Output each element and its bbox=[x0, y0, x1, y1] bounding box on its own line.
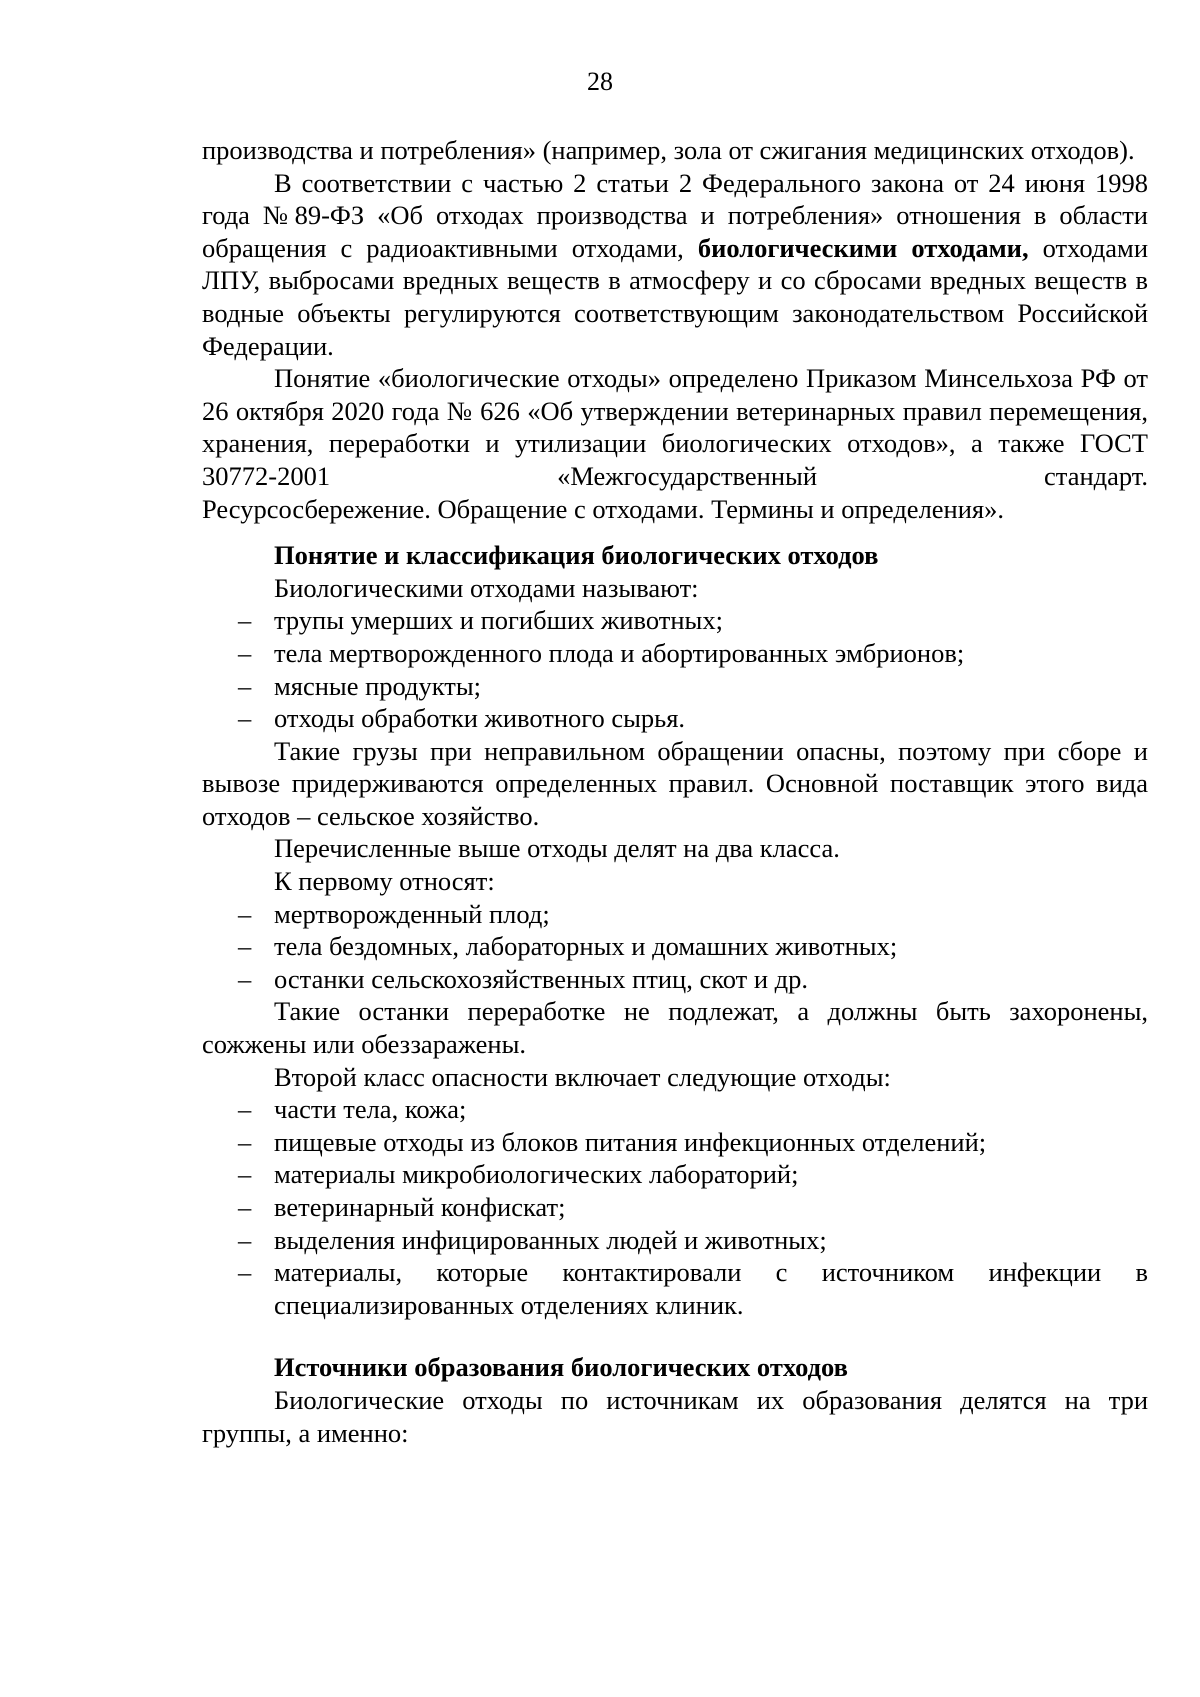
list-second-class bbox=[202, 1093, 1148, 1321]
list-item bbox=[202, 1093, 1148, 1126]
section-heading: Понятие и классификация биологических отходов bbox=[274, 540, 879, 571]
dash-marker: – bbox=[238, 670, 252, 701]
dash-marker: – bbox=[238, 637, 252, 668]
page-number: 28 bbox=[587, 67, 613, 96]
bold-term: биологическими отходами, bbox=[697, 232, 1029, 263]
dash-marker: – bbox=[238, 1257, 252, 1288]
dash-marker: – bbox=[238, 1126, 252, 1157]
list-item-text: ветеринарный конфискат; bbox=[274, 1192, 566, 1222]
list-item-text: тела мертворожденного плода и абортированных эмбрионов; bbox=[274, 637, 965, 668]
list-item-text: пищевые отходы из блоков питания инфекционных отделений; bbox=[274, 1126, 987, 1157]
paragraph-text: отходами ЛПУ, выбросами вредных веществ в атмосферу и со сбросами вредных веществ в водные объекты регулируются соответствующим законодательством Российской Федерации. bbox=[202, 232, 1149, 361]
list-item-text: тела бездомных, лабораторных и домашних животных; bbox=[274, 931, 898, 962]
list-item bbox=[202, 1158, 1148, 1191]
list-item bbox=[202, 898, 1148, 931]
dash-marker: – bbox=[238, 931, 252, 962]
list-item bbox=[202, 1224, 1148, 1257]
list-item bbox=[202, 1126, 1148, 1159]
dash-marker: – bbox=[238, 1224, 252, 1255]
paragraph-second-class: Второй класс опасности включает следующие отходы: bbox=[274, 1061, 891, 1092]
list-item-text: отходы обработки животного сырья. bbox=[274, 703, 686, 734]
paragraph-first-class: К первому относят: bbox=[274, 866, 495, 897]
list-item-text: мясные продукты; bbox=[274, 670, 482, 701]
list-item bbox=[202, 702, 1148, 735]
dash-marker: – bbox=[238, 898, 252, 929]
list-item bbox=[202, 670, 1148, 703]
paragraph-federal-law bbox=[202, 167, 1148, 363]
paragraph-sources: Биологические отходы по источникам их образования делятся на три группы, а именно: bbox=[202, 1384, 1148, 1448]
list-item bbox=[202, 1256, 1148, 1321]
list-item bbox=[202, 1191, 1148, 1224]
dash-marker: – bbox=[238, 1094, 252, 1125]
dash-marker: – bbox=[238, 963, 252, 994]
list-item-text: материалы, которые контактировали с источником инфекции в специализированных отделениях клиник. bbox=[274, 1257, 1148, 1320]
list-item-text: останки сельскохозяйственных птиц, скот и др. bbox=[274, 963, 809, 994]
dash-marker: – bbox=[238, 1159, 252, 1190]
list-item-text: выделения инфицированных людей и животных; bbox=[274, 1224, 827, 1255]
paragraph-definition: Понятие «биологические отходы» определено Приказом Минсельхоза РФ от 26 октября 2020 года № 626 «Об утверждении ветеринарных правил перемещения, хранения, переработки и утилизации биологических отходов», а также ГОСТ 30772-2001 «Межгосударственный стандарт. bbox=[202, 363, 1148, 491]
paragraph-text: В соответствии с частью 2 статьи 2 Федерального закона от 24 июня 1998 года №89-ФЗ «Об отходах производства и потребления» отношения в области обращения с радиоактивными отходами, bbox=[202, 167, 1148, 263]
dash-marker: – bbox=[238, 703, 252, 734]
section-heading: Источники образования биологических отходов bbox=[274, 1352, 848, 1383]
list-first-class bbox=[202, 898, 1148, 996]
list-biological-waste bbox=[202, 604, 1148, 734]
paragraph-classes: Перечисленные выше отходы делят на два класса. bbox=[274, 833, 840, 864]
list-item bbox=[202, 604, 1148, 637]
list-item-text: части тела, кожа; bbox=[274, 1094, 467, 1125]
list-item-text: материалы микробиологических лабораторий; bbox=[274, 1159, 799, 1190]
list-item-text: трупы умерших и погибших животных; bbox=[274, 605, 723, 636]
paragraph-remains: Такие останки переработке не подлежат, а должны быть захоронены, сожжены или обеззаражены. bbox=[202, 996, 1148, 1060]
paragraph-hazard: Такие грузы при неправильном обращении опасны, поэтому при сборе и вывозе придерживаются определенных правил. Основной поставщик этого вида отходов – сельское хозяйство. bbox=[202, 735, 1148, 831]
list-item bbox=[202, 637, 1148, 670]
list-item bbox=[202, 930, 1148, 963]
paragraph-continuation: производства и потребления» (например, зола от сжигания медицинских отходов). bbox=[202, 135, 1135, 165]
dash-marker: – bbox=[238, 605, 252, 636]
document-body bbox=[202, 134, 1148, 1449]
dash-marker: – bbox=[238, 1192, 252, 1222]
list-item bbox=[202, 963, 1148, 996]
list-item-text: мертворожденный плод; bbox=[274, 898, 550, 929]
paragraph-intro: Биологическими отходами называют: bbox=[274, 572, 699, 603]
paragraph-definition-end: Ресурсосбережение. Обращение с отходами. Термины и определения». bbox=[202, 493, 1004, 524]
